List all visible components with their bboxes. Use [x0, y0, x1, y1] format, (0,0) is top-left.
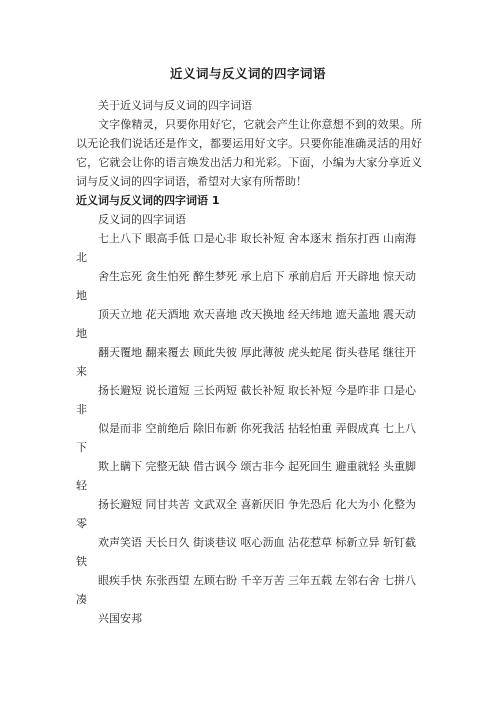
- word-line: 欺上瞒下 完整无缺 借古讽今 颂古非今 起死回生 避重就轻 头重脚轻: [76, 460, 416, 492]
- document-body: [76, 96, 422, 628]
- word-line: 舍生忘死 贪生怕死 醉生梦死 承上启下 承前启后 开天辟地 惊天动地: [76, 270, 416, 302]
- sub-heading: 反义词的四字词语: [98, 213, 186, 226]
- word-line: 扬长避短 说长道短 三长两短 截长补短 取长补短 今是昨非 口是心非: [76, 384, 416, 416]
- word-line: 七上八下 眼高手低 口是心非 取长补短 舍本逐末 指东打西 山南海北: [76, 232, 416, 264]
- intro-paragraph: 文字像精灵，只要你用好它，它就会产生让你意想不到的效果。所以无论我们说话还是作文，都要运用好文字。只要你能准确灵活的用好它，它就会让你的语言焕发出活力和光彩。下面，小编为大家分享近义词与反义词的四字词语，希望对大家有所帮助！: [76, 118, 422, 188]
- word-line: 翻天覆地 翻来覆去 顾此失彼 厚此薄彼 虎头蛇尾 街头巷尾 继往开来: [76, 346, 416, 378]
- document-title: 近义词与反义词的四字词语: [169, 66, 326, 81]
- word-line: 兴国安邦: [98, 612, 142, 625]
- word-line: 似是而非 空前绝后 除旧布新 你死我活 拈轻怕重 弄假成真 七上八下: [76, 422, 416, 454]
- word-line: 欢声笑语 天长日久 街谈巷议 呕心沥血 沾花惹草 标新立异 斩钉截铁: [76, 536, 416, 568]
- word-line: 眼疾手快 东张西望 左顾右盼 千辛万苦 三年五载 左邻右舍 七拼八凑: [76, 574, 416, 606]
- section-heading: 近义词与反义词的四字词语 1: [76, 194, 220, 207]
- word-line: 扬长避短 同甘共苦 文武双全 喜新厌旧 争先恐后 化大为小 化整为零: [76, 498, 416, 530]
- intro-label: 关于近义词与反义词的四字词语: [98, 99, 252, 112]
- word-line: 顶天立地 花天酒地 欢天喜地 改天换地 经天纬地 遮天盖地 震天动地: [76, 308, 416, 340]
